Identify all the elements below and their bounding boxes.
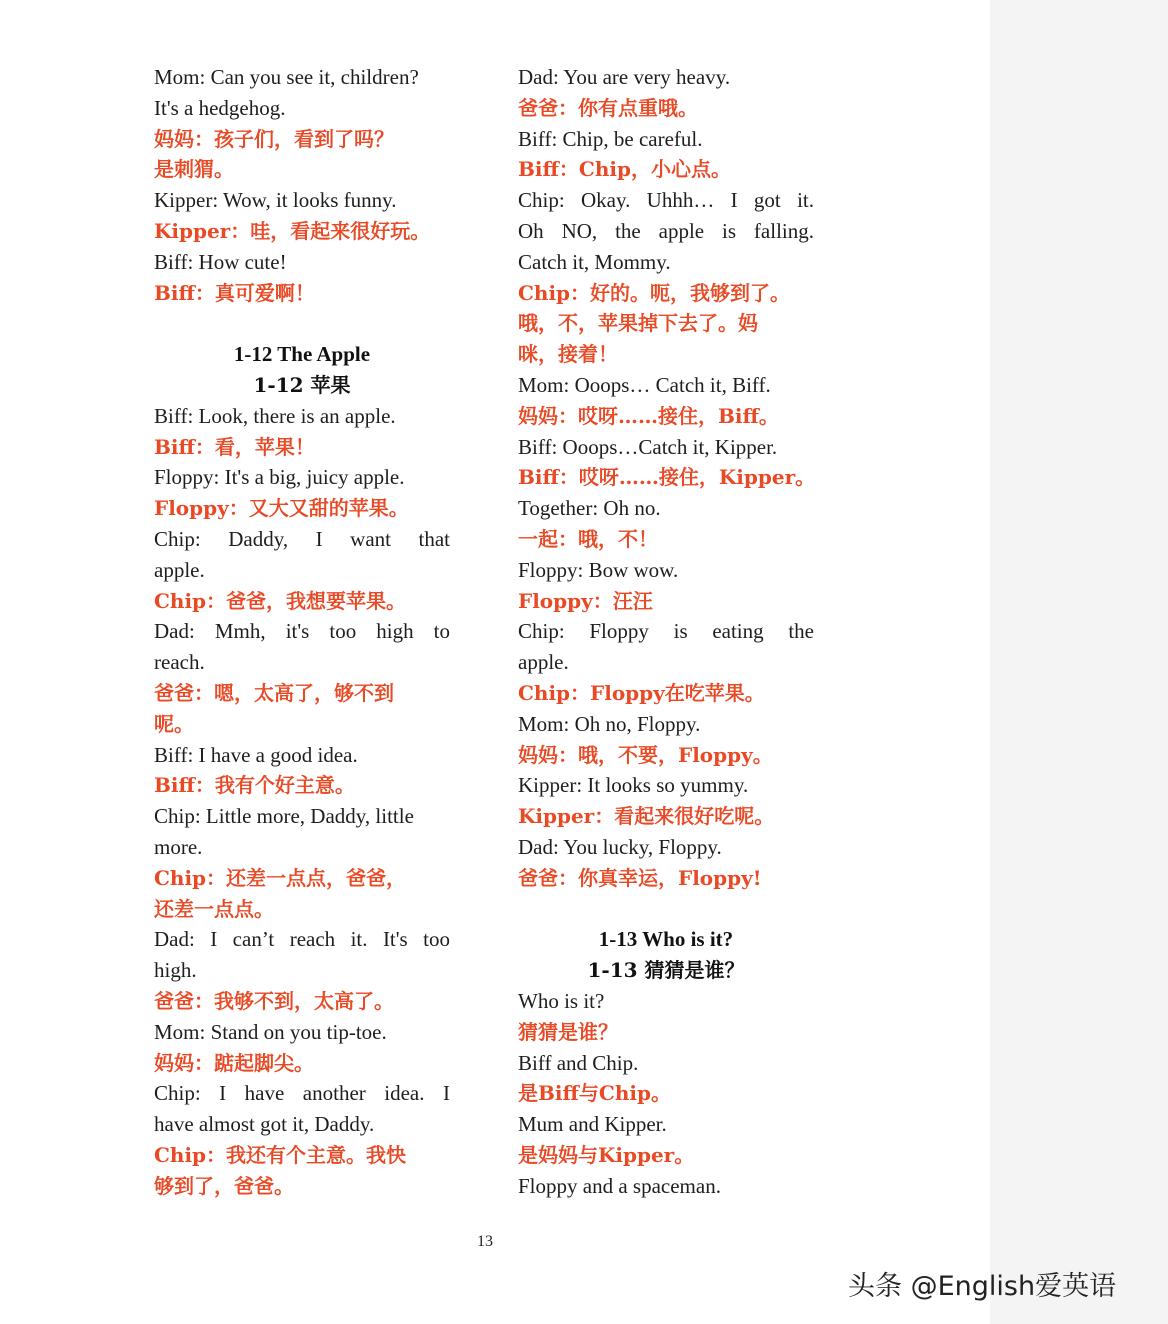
chinese-line: Floppy：又大又甜的苹果。	[154, 496, 409, 521]
english-line: Mom: Oh no, Floppy.	[518, 711, 701, 736]
english-line: have almost got it, Daddy.	[154, 1112, 375, 1137]
english-line: high.	[154, 958, 197, 983]
english-line: Biff: Ooops…Catch it, Kipper.	[518, 434, 778, 459]
english-line: Chip: Okay. Uhhh… I got it.	[518, 188, 814, 213]
english-line: Floppy and a spaceman.	[518, 1173, 721, 1198]
chinese-line: 是刺猬。	[154, 157, 234, 182]
english-line: Biff: I have a good idea.	[154, 742, 358, 767]
english-line: more.	[154, 834, 203, 859]
english-line: Kipper: Wow, it looks funny.	[154, 188, 397, 213]
chinese-line: 爸爸：你有点重哦。	[518, 95, 698, 120]
english-line: Chip: Floppy is eating the	[518, 619, 814, 644]
chinese-line: Floppy：汪汪	[518, 588, 653, 613]
right-column	[518, 62, 814, 1201]
chinese-line: Biff：Chip，小心点。	[518, 157, 731, 182]
english-line: Oh NO, the apple is falling.	[518, 218, 814, 243]
section-heading: 1-13 Who is it?	[598, 927, 734, 952]
chinese-line: 是妈妈与Kipper。	[518, 1142, 695, 1167]
chinese-line: 妈妈：踮起脚尖。	[154, 1050, 314, 1075]
chinese-line: Biff：我有个好主意。	[154, 773, 355, 798]
english-line: Floppy: Bow wow.	[518, 557, 679, 582]
chinese-line: 妈妈：孩子们，看到了吗？	[154, 126, 394, 151]
chinese-line: 够到了，爸爸。	[154, 1173, 294, 1198]
english-line: It's a hedgehog.	[154, 95, 286, 120]
english-line: Dad: You are very heavy.	[518, 65, 731, 89]
english-line: Dad: I can’t reach it. It's too	[154, 927, 450, 952]
english-line: Chip: Little more, Daddy, little	[154, 804, 414, 829]
english-line: Who is it?	[518, 988, 605, 1013]
english-line: Biff: How cute!	[154, 249, 287, 274]
chinese-line: Chip：还差一点点，爸爸，	[154, 865, 407, 890]
chinese-line: 还差一点点。	[154, 896, 274, 921]
chinese-line: 妈妈：哎呀……接住，Biff。	[518, 403, 779, 428]
english-line: Kipper: It looks so yummy.	[518, 773, 749, 798]
chinese-line: 是Biff与Chip。	[518, 1081, 671, 1106]
chinese-line: Biff：真可爱啊！	[154, 280, 315, 305]
chinese-line: 呢。	[154, 711, 194, 736]
english-line: Mom: Stand on you tip-toe.	[154, 1019, 387, 1044]
chinese-line: Chip：我还有个主意。我快	[154, 1142, 407, 1167]
chinese-line: 一起：哦，不！	[518, 526, 658, 551]
spacer	[154, 308, 450, 339]
chinese-line: Chip：好的。呃，我够到了。	[518, 280, 791, 305]
english-line: Biff and Chip.	[518, 1050, 639, 1075]
english-line: Catch it, Mommy.	[518, 249, 671, 274]
english-line: Dad: You lucky, Floppy.	[518, 834, 722, 859]
chinese-line: Biff：哎呀……接住，Kipper。	[518, 465, 816, 490]
english-line: Mom: Can you see it, children?	[154, 65, 419, 89]
spacer	[518, 894, 814, 925]
english-line: Chip: I have another idea. I	[154, 1081, 450, 1106]
chinese-line: Biff：看，苹果！	[154, 434, 315, 459]
chinese-line: Kipper：哇，看起来很好玩。	[154, 218, 431, 243]
english-line: Mum and Kipper.	[518, 1112, 667, 1137]
left-column	[154, 62, 450, 1201]
section-heading-chinese: 1-12 苹果	[253, 372, 351, 397]
chinese-line: 妈妈：哦，不要，Floppy。	[518, 742, 773, 767]
section-heading: 1-12 The Apple	[233, 342, 371, 367]
english-line: Chip: Daddy, I want that	[154, 526, 450, 551]
english-line: reach.	[154, 650, 205, 675]
english-line: Biff: Look, there is an apple.	[154, 403, 396, 428]
english-line: Mom: Ooops… Catch it, Biff.	[518, 372, 771, 397]
chinese-line: Kipper：看起来很好吃呢。	[518, 804, 775, 829]
english-line: Floppy: It's a big, juicy apple.	[154, 465, 405, 490]
chinese-line: 爸爸：我够不到，太高了。	[154, 988, 394, 1013]
english-line: Dad: Mmh, it's too high to	[154, 619, 450, 644]
chinese-line: 猜猜是谁？	[518, 1019, 618, 1044]
section-heading-chinese: 1-13 猜猜是谁？	[587, 958, 745, 983]
chinese-line: 哦，不，苹果掉下去了。妈	[518, 311, 758, 336]
chinese-line: 爸爸：你真幸运，Floppy!	[518, 865, 762, 890]
page-number: 13	[477, 1233, 493, 1250]
chinese-line: 咪，接着！	[518, 342, 618, 367]
watermark: 头条 @English爱英语	[848, 1271, 1117, 1302]
english-line: Biff: Chip, be careful.	[518, 126, 703, 151]
chinese-line: Chip：Floppy在吃苹果。	[518, 680, 765, 705]
chinese-line: 爸爸：嗯，太高了，够不到	[154, 680, 394, 705]
chinese-line: Chip：爸爸，我想要苹果。	[154, 588, 407, 613]
english-line: apple.	[154, 557, 205, 582]
english-line: apple.	[518, 650, 569, 675]
english-line: Together: Oh no.	[518, 496, 661, 521]
